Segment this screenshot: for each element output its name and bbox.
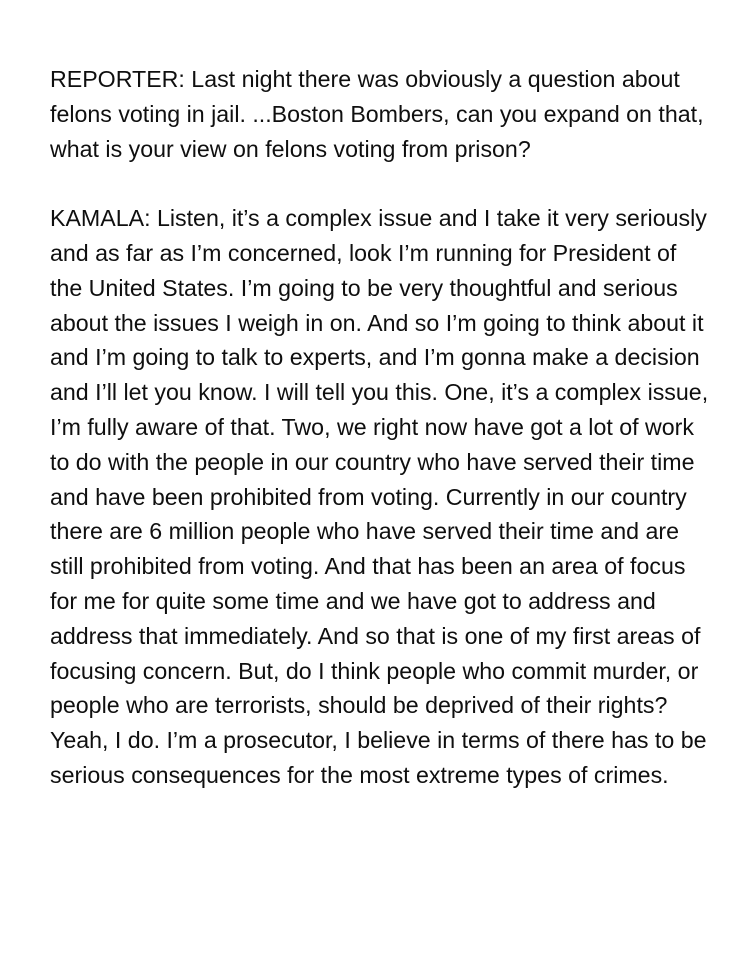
reporter-question-paragraph: REPORTER: Last night there was obviously a question about felons voting in jail. ...Boston Bombers, can you expand on that, what is your view on felons voting from prison? <box>50 66 704 162</box>
transcript-text <box>50 62 710 793</box>
kamala-answer-paragraph: KAMALA: Listen, it’s a complex issue and I take it very seriously and as far as I’m concerned, look I’m running for President of the United States. I’m going to be very thoughtful and serious about the issues I weigh in on. And so I’m going to think about it and I’m going to talk to experts, and I’m gonna make a decision and I’ll let you know. I will tell you this. One, it’s a complex issue, I’m fully aware of that. Two, we right now have got a lot of work to do with the people in our country who have served their time and have been prohibited from voting. Currently in our country there are 6 million people who have served their time and are still prohibited from voting. And that has been an area of focus for me for quite some time and we have got to address and address that immediately. And so that is one of my first areas of focusing concern. But, do I think people who commit murder, or people who are terrorists, should be deprived of their rights? Yeah, I do. I’m a prosecutor, I believe in terms of there has to be serious consequences for the most extreme types of crimes. <box>50 205 709 788</box>
